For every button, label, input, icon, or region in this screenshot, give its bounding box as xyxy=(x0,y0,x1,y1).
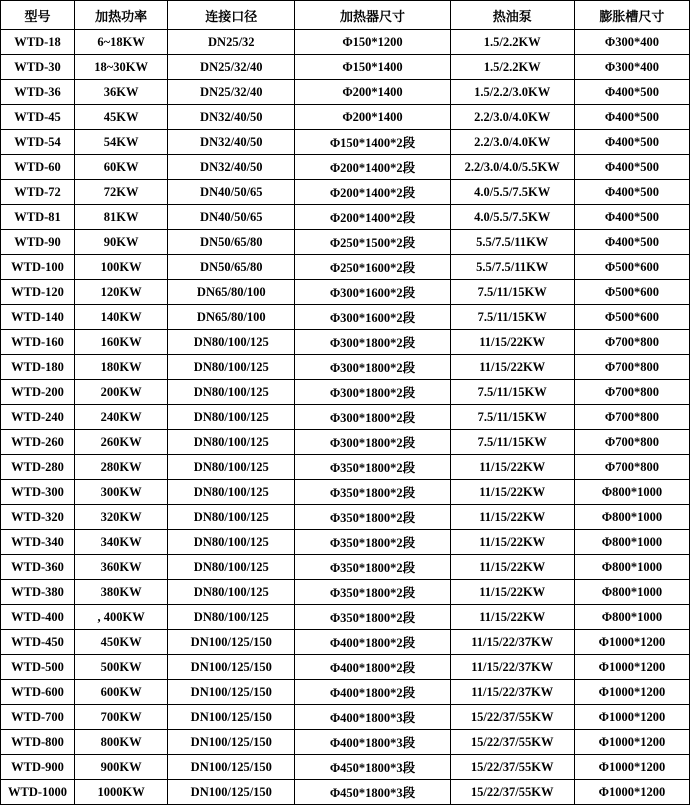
cell-model: WTD-120 xyxy=(1,280,75,305)
column-header-heating-power: 加热功率 xyxy=(75,1,168,30)
cell-heating-power: 300KW xyxy=(75,480,168,505)
cell-hot-oil-pump: 11/15/22KW xyxy=(450,580,574,605)
cell-connection-diameter: DN32/40/50 xyxy=(168,105,295,130)
cell-hot-oil-pump: 7.5/11/15KW xyxy=(450,405,574,430)
cell-heating-power: 800KW xyxy=(75,730,168,755)
cell-heating-power: 81KW xyxy=(75,205,168,230)
cell-heating-power: 140KW xyxy=(75,305,168,330)
cell-connection-diameter: DN80/100/125 xyxy=(168,405,295,430)
cell-model: WTD-320 xyxy=(1,505,75,530)
cell-expansion-tank-size: Φ700*800 xyxy=(574,355,689,380)
cell-hot-oil-pump: 4.0/5.5/7.5KW xyxy=(450,205,574,230)
cell-heater-size: Φ300*1800*2段 xyxy=(295,380,450,405)
cell-hot-oil-pump: 11/15/22KW xyxy=(450,505,574,530)
cell-hot-oil-pump: 15/22/37/55KW xyxy=(450,705,574,730)
cell-heating-power: 180KW xyxy=(75,355,168,380)
cell-connection-diameter: DN25/32/40 xyxy=(168,55,295,80)
cell-hot-oil-pump: 5.5/7.5/11KW xyxy=(450,255,574,280)
cell-heating-power: 200KW xyxy=(75,380,168,405)
cell-expansion-tank-size: Φ700*800 xyxy=(574,430,689,455)
cell-model: WTD-380 xyxy=(1,580,75,605)
cell-expansion-tank-size: Φ1000*1200 xyxy=(574,630,689,655)
column-header-heater-size: 加热器尺寸 xyxy=(295,1,450,30)
cell-expansion-tank-size: Φ700*800 xyxy=(574,455,689,480)
cell-heater-size: Φ200*1400 xyxy=(295,80,450,105)
cell-heater-size: Φ300*1800*2段 xyxy=(295,405,450,430)
column-header-connection-diameter: 连接口径 xyxy=(168,1,295,30)
cell-heater-size: Φ300*1600*2段 xyxy=(295,305,450,330)
cell-model: WTD-900 xyxy=(1,755,75,780)
cell-expansion-tank-size: Φ700*800 xyxy=(574,330,689,355)
table-row xyxy=(1,530,690,555)
cell-heater-size: Φ200*1400*2段 xyxy=(295,155,450,180)
cell-hot-oil-pump: 15/22/37/55KW xyxy=(450,755,574,780)
cell-connection-diameter: DN100/125/150 xyxy=(168,630,295,655)
cell-expansion-tank-size: Φ1000*1200 xyxy=(574,780,689,805)
cell-hot-oil-pump: 2.2/3.0/4.0KW xyxy=(450,105,574,130)
cell-hot-oil-pump: 7.5/11/15KW xyxy=(450,430,574,455)
cell-expansion-tank-size: Φ800*1000 xyxy=(574,605,689,630)
cell-heater-size: Φ350*1800*2段 xyxy=(295,480,450,505)
cell-hot-oil-pump: 5.5/7.5/11KW xyxy=(450,230,574,255)
cell-heating-power: 280KW xyxy=(75,455,168,480)
cell-model: WTD-1000 xyxy=(1,780,75,805)
cell-heating-power: 72KW xyxy=(75,180,168,205)
table-row xyxy=(1,330,690,355)
cell-heater-size: Φ400*1800*2段 xyxy=(295,630,450,655)
cell-heating-power: 36KW xyxy=(75,80,168,105)
cell-heating-power: 6~18KW xyxy=(75,30,168,55)
cell-connection-diameter: DN65/80/100 xyxy=(168,305,295,330)
cell-expansion-tank-size: Φ400*500 xyxy=(574,180,689,205)
cell-heater-size: Φ450*1800*3段 xyxy=(295,780,450,805)
cell-hot-oil-pump: 4.0/5.5/7.5KW xyxy=(450,180,574,205)
cell-heating-power: 54KW xyxy=(75,130,168,155)
cell-heater-size: Φ350*1800*2段 xyxy=(295,455,450,480)
cell-model: WTD-45 xyxy=(1,105,75,130)
table-row xyxy=(1,580,690,605)
cell-hot-oil-pump: 7.5/11/15KW xyxy=(450,380,574,405)
cell-model: WTD-90 xyxy=(1,230,75,255)
cell-heating-power: 18~30KW xyxy=(75,55,168,80)
cell-hot-oil-pump: 11/15/22KW xyxy=(450,530,574,555)
cell-heating-power: 380KW xyxy=(75,580,168,605)
cell-heating-power: 240KW xyxy=(75,405,168,430)
cell-model: WTD-260 xyxy=(1,430,75,455)
cell-heater-size: Φ200*1400*2段 xyxy=(295,180,450,205)
cell-connection-diameter: DN32/40/50 xyxy=(168,155,295,180)
cell-heating-power: 700KW xyxy=(75,705,168,730)
cell-connection-diameter: DN100/125/150 xyxy=(168,655,295,680)
table-row xyxy=(1,780,690,805)
cell-model: WTD-100 xyxy=(1,255,75,280)
table-body xyxy=(1,30,690,805)
cell-heating-power: 340KW xyxy=(75,530,168,555)
cell-expansion-tank-size: Φ700*800 xyxy=(574,380,689,405)
column-header-expansion-tank-size: 膨胀槽尺寸 xyxy=(574,1,689,30)
table-row xyxy=(1,655,690,680)
cell-model: WTD-240 xyxy=(1,405,75,430)
cell-hot-oil-pump: 11/15/22KW xyxy=(450,605,574,630)
cell-connection-diameter: DN80/100/125 xyxy=(168,330,295,355)
cell-hot-oil-pump: 11/15/22KW xyxy=(450,355,574,380)
cell-model: WTD-180 xyxy=(1,355,75,380)
cell-hot-oil-pump: 2.2/3.0/4.0/5.5KW xyxy=(450,155,574,180)
cell-expansion-tank-size: Φ400*500 xyxy=(574,130,689,155)
cell-expansion-tank-size: Φ1000*1200 xyxy=(574,680,689,705)
cell-connection-diameter: DN80/100/125 xyxy=(168,530,295,555)
cell-connection-diameter: DN80/100/125 xyxy=(168,505,295,530)
column-header-hot-oil-pump: 热油泵 xyxy=(450,1,574,30)
table-row xyxy=(1,80,690,105)
cell-heater-size: Φ300*1800*2段 xyxy=(295,330,450,355)
cell-model: WTD-200 xyxy=(1,380,75,405)
table-row xyxy=(1,705,690,730)
cell-connection-diameter: DN40/50/65 xyxy=(168,180,295,205)
cell-expansion-tank-size: Φ800*1000 xyxy=(574,555,689,580)
cell-heater-size: Φ350*1800*2段 xyxy=(295,555,450,580)
cell-heating-power: 320KW xyxy=(75,505,168,530)
cell-heater-size: Φ300*1800*2段 xyxy=(295,430,450,455)
cell-heating-power: 160KW xyxy=(75,330,168,355)
cell-hot-oil-pump: 11/15/22/37KW xyxy=(450,630,574,655)
cell-model: WTD-700 xyxy=(1,705,75,730)
cell-connection-diameter: DN80/100/125 xyxy=(168,430,295,455)
cell-heating-power: 260KW xyxy=(75,430,168,455)
table-row xyxy=(1,505,690,530)
cell-connection-diameter: DN50/65/80 xyxy=(168,255,295,280)
table-row xyxy=(1,405,690,430)
cell-model: WTD-360 xyxy=(1,555,75,580)
cell-connection-diameter: DN40/50/65 xyxy=(168,205,295,230)
cell-heater-size: Φ300*1800*2段 xyxy=(295,355,450,380)
column-header-model: 型号 xyxy=(1,1,75,30)
cell-hot-oil-pump: 2.2/3.0/4.0KW xyxy=(450,130,574,155)
cell-heater-size: Φ200*1400 xyxy=(295,105,450,130)
cell-expansion-tank-size: Φ800*1000 xyxy=(574,505,689,530)
cell-heating-power: 60KW xyxy=(75,155,168,180)
cell-hot-oil-pump: 15/22/37/55KW xyxy=(450,730,574,755)
cell-connection-diameter: DN32/40/50 xyxy=(168,130,295,155)
cell-heating-power: 120KW xyxy=(75,280,168,305)
cell-heater-size: Φ450*1800*3段 xyxy=(295,755,450,780)
cell-hot-oil-pump: 1.5/2.2/3.0KW xyxy=(450,80,574,105)
cell-connection-diameter: DN80/100/125 xyxy=(168,580,295,605)
cell-heater-size: Φ400*1800*2段 xyxy=(295,680,450,705)
cell-heater-size: Φ400*1800*3段 xyxy=(295,730,450,755)
table-header-row xyxy=(1,1,690,30)
cell-model: WTD-450 xyxy=(1,630,75,655)
table-row xyxy=(1,455,690,480)
cell-heating-power: 500KW xyxy=(75,655,168,680)
table-row xyxy=(1,380,690,405)
cell-connection-diameter: DN50/65/80 xyxy=(168,230,295,255)
cell-connection-diameter: DN100/125/150 xyxy=(168,705,295,730)
cell-model: WTD-72 xyxy=(1,180,75,205)
cell-expansion-tank-size: Φ1000*1200 xyxy=(574,655,689,680)
cell-connection-diameter: DN80/100/125 xyxy=(168,355,295,380)
cell-connection-diameter: DN25/32/40 xyxy=(168,80,295,105)
cell-expansion-tank-size: Φ300*400 xyxy=(574,30,689,55)
cell-heater-size: Φ250*1500*2段 xyxy=(295,230,450,255)
cell-heater-size: Φ350*1800*2段 xyxy=(295,605,450,630)
cell-expansion-tank-size: Φ1000*1200 xyxy=(574,730,689,755)
cell-heating-power: 1000KW xyxy=(75,780,168,805)
cell-model: WTD-500 xyxy=(1,655,75,680)
table-row xyxy=(1,130,690,155)
cell-expansion-tank-size: Φ1000*1200 xyxy=(574,755,689,780)
cell-connection-diameter: DN80/100/125 xyxy=(168,605,295,630)
table-row xyxy=(1,480,690,505)
cell-expansion-tank-size: Φ500*600 xyxy=(574,280,689,305)
table-row xyxy=(1,555,690,580)
cell-heater-size: Φ300*1600*2段 xyxy=(295,280,450,305)
cell-model: WTD-36 xyxy=(1,80,75,105)
cell-heating-power: 45KW xyxy=(75,105,168,130)
cell-connection-diameter: DN25/32 xyxy=(168,30,295,55)
cell-connection-diameter: DN100/125/150 xyxy=(168,680,295,705)
cell-heater-size: Φ350*1800*2段 xyxy=(295,530,450,555)
cell-connection-diameter: DN100/125/150 xyxy=(168,780,295,805)
cell-hot-oil-pump: 7.5/11/15KW xyxy=(450,305,574,330)
cell-heating-power: 360KW xyxy=(75,555,168,580)
cell-connection-diameter: DN80/100/125 xyxy=(168,555,295,580)
table-row xyxy=(1,755,690,780)
table-row xyxy=(1,430,690,455)
cell-heater-size: Φ350*1800*2段 xyxy=(295,505,450,530)
cell-heater-size: Φ400*1800*3段 xyxy=(295,705,450,730)
cell-model: WTD-81 xyxy=(1,205,75,230)
table-row xyxy=(1,180,690,205)
cell-heating-power: 600KW xyxy=(75,680,168,705)
cell-expansion-tank-size: Φ400*500 xyxy=(574,205,689,230)
cell-model: WTD-160 xyxy=(1,330,75,355)
table-row xyxy=(1,55,690,80)
cell-hot-oil-pump: 11/15/22KW xyxy=(450,455,574,480)
cell-connection-diameter: DN100/125/150 xyxy=(168,730,295,755)
table-row xyxy=(1,155,690,180)
cell-hot-oil-pump: 1.5/2.2KW xyxy=(450,55,574,80)
cell-expansion-tank-size: Φ800*1000 xyxy=(574,480,689,505)
cell-expansion-tank-size: Φ400*500 xyxy=(574,80,689,105)
cell-model: WTD-800 xyxy=(1,730,75,755)
cell-expansion-tank-size: Φ1000*1200 xyxy=(574,705,689,730)
cell-heating-power: 450KW xyxy=(75,630,168,655)
cell-expansion-tank-size: Φ500*600 xyxy=(574,305,689,330)
cell-heater-size: Φ150*1400 xyxy=(295,55,450,80)
cell-heating-power: 100KW xyxy=(75,255,168,280)
cell-hot-oil-pump: 15/22/37/55KW xyxy=(450,780,574,805)
table-row xyxy=(1,280,690,305)
cell-hot-oil-pump: 11/15/22KW xyxy=(450,480,574,505)
cell-heater-size: Φ400*1800*2段 xyxy=(295,655,450,680)
cell-heater-size: Φ200*1400*2段 xyxy=(295,205,450,230)
cell-model: WTD-54 xyxy=(1,130,75,155)
cell-heater-size: Φ350*1800*2段 xyxy=(295,580,450,605)
cell-connection-diameter: DN80/100/125 xyxy=(168,480,295,505)
cell-expansion-tank-size: Φ800*1000 xyxy=(574,580,689,605)
table-row xyxy=(1,105,690,130)
cell-hot-oil-pump: 11/15/22KW xyxy=(450,330,574,355)
cell-model: WTD-60 xyxy=(1,155,75,180)
cell-expansion-tank-size: Φ400*500 xyxy=(574,230,689,255)
cell-connection-diameter: DN65/80/100 xyxy=(168,280,295,305)
cell-heating-power: 90KW xyxy=(75,230,168,255)
cell-hot-oil-pump: 7.5/11/15KW xyxy=(450,280,574,305)
cell-expansion-tank-size: Φ400*500 xyxy=(574,105,689,130)
cell-heating-power: 900KW xyxy=(75,755,168,780)
table-row xyxy=(1,30,690,55)
table-row xyxy=(1,630,690,655)
cell-connection-diameter: DN80/100/125 xyxy=(168,380,295,405)
cell-model: WTD-300 xyxy=(1,480,75,505)
cell-hot-oil-pump: 11/15/22/37KW xyxy=(450,680,574,705)
cell-model: WTD-340 xyxy=(1,530,75,555)
table-row xyxy=(1,680,690,705)
table-row xyxy=(1,305,690,330)
cell-expansion-tank-size: Φ400*500 xyxy=(574,155,689,180)
table-row xyxy=(1,355,690,380)
cell-connection-diameter: DN80/100/125 xyxy=(168,455,295,480)
cell-model: WTD-18 xyxy=(1,30,75,55)
table-row xyxy=(1,605,690,630)
cell-expansion-tank-size: Φ300*400 xyxy=(574,55,689,80)
cell-expansion-tank-size: Φ800*1000 xyxy=(574,530,689,555)
table-row xyxy=(1,230,690,255)
cell-model: WTD-140 xyxy=(1,305,75,330)
cell-hot-oil-pump: 11/15/22/37KW xyxy=(450,655,574,680)
cell-heater-size: Φ150*1400*2段 xyxy=(295,130,450,155)
cell-connection-diameter: DN100/125/150 xyxy=(168,755,295,780)
cell-expansion-tank-size: Φ700*800 xyxy=(574,405,689,430)
table-row xyxy=(1,730,690,755)
cell-model: WTD-30 xyxy=(1,55,75,80)
cell-model: WTD-600 xyxy=(1,680,75,705)
cell-hot-oil-pump: 1.5/2.2KW xyxy=(450,30,574,55)
cell-heater-size: Φ250*1600*2段 xyxy=(295,255,450,280)
cell-expansion-tank-size: Φ500*600 xyxy=(574,255,689,280)
table-header xyxy=(1,1,690,30)
cell-model: WTD-400 xyxy=(1,605,75,630)
cell-heating-power: , 400KW xyxy=(75,605,168,630)
table-row xyxy=(1,205,690,230)
cell-model: WTD-280 xyxy=(1,455,75,480)
table-row xyxy=(1,255,690,280)
cell-hot-oil-pump: 11/15/22KW xyxy=(450,555,574,580)
cell-heater-size: Φ150*1200 xyxy=(295,30,450,55)
